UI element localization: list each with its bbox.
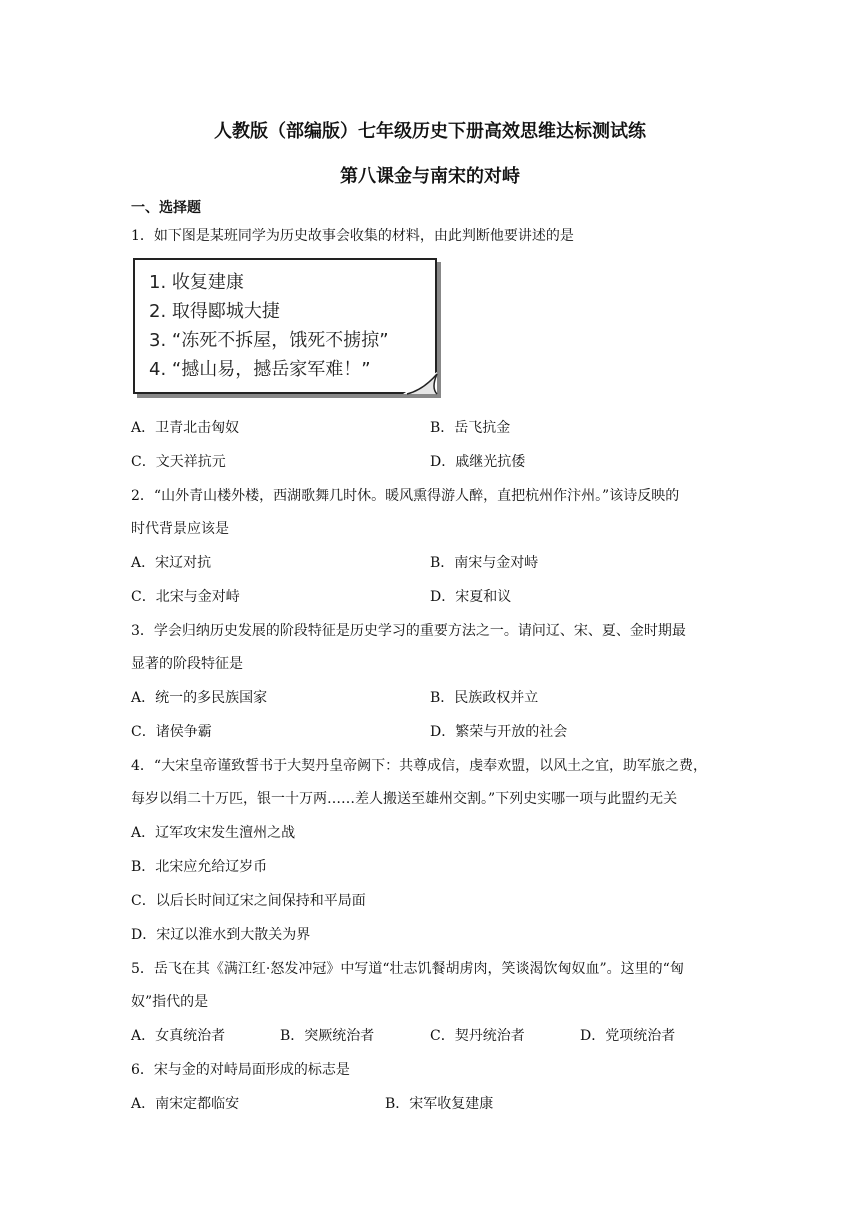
question-5-stem-line-1: 5．岳飞在其《满江红·怒发冲冠》中写道“壮志饥餐胡虏肉，笑谈渴饮匈奴血”。这里的“匈 [131,961,684,977]
lesson-title: 第八课金与南宋的对峙 [340,166,520,187]
section-heading: 一、选择题 [131,200,201,216]
question-3-option-d[interactable]: D．繁荣与开放的社会 [430,724,568,740]
question-3-option-b[interactable]: B．民族政权并立 [430,690,539,706]
question-4-option-b[interactable]: B．北宋应允给辽岁币 [131,859,268,875]
question-1-option-c[interactable]: C．文天祥抗元 [131,454,226,470]
question-2-option-c[interactable]: C．北宋与金对峙 [131,589,240,605]
question-2-option-b[interactable]: B．南宋与金对峙 [430,555,539,571]
page-curl-icon [401,370,439,396]
question-2-stem-line-2: 时代背景应该是 [131,521,229,537]
question-5-stem-line-2: 奴”指代的是 [131,994,209,1010]
question-1-option-a[interactable]: A．卫青北击匈奴 [131,420,240,436]
question-6-option-b[interactable]: B．宋军收复建康 [385,1096,494,1112]
question-5-option-a[interactable]: A．女真统治者 [131,1028,226,1044]
question-3-option-c[interactable]: C．诸侯争霸 [131,724,212,740]
question-6-option-a[interactable]: A．南宋定都临安 [131,1096,240,1112]
question-2-stem-line-1: 2．“山外青山楼外楼，西湖歌舞几时休。暖风熏得游人醉，直把杭州作汴州。”该诗反映的 [131,488,680,504]
question-4-option-c[interactable]: C．以后长时间辽宋之间保持和平局面 [131,893,366,909]
question-1-option-b[interactable]: B．岳飞抗金 [430,420,511,436]
question-5-option-b[interactable]: B．突厥统治者 [280,1028,375,1044]
question-5-option-c[interactable]: C．契丹统治者 [430,1028,525,1044]
note-line-3: 3. “冻死不拆屋，饿死不掳掠” [149,330,389,351]
question-6-stem: 6．宋与金的对峙局面形成的标志是 [131,1062,350,1078]
note-line-1: 1. 收复建康 [149,272,244,293]
note-line-4: 4. “撼山易，撼岳家军难！” [149,359,371,380]
question-4-option-a[interactable]: A．辽军攻宋发生澶州之战 [131,825,296,841]
question-1-option-d[interactable]: D．戚继光抗倭 [430,454,526,470]
material-note-card [133,258,437,394]
question-4-stem-line-2: 每岁以绢二十万匹，银一十万两……差人搬送至雄州交割。”下列史实哪一项与此盟约无关 [131,791,678,807]
question-3-stem-line-2: 显著的阶段特征是 [131,656,243,672]
question-2-option-d[interactable]: D．宋夏和议 [430,589,512,605]
question-3-option-a[interactable]: A．统一的多民族国家 [131,690,268,706]
document-title: 人教版（部编版）七年级历史下册高效思维达标测试练 [214,121,646,142]
question-4-option-d[interactable]: D．宋辽以淮水到大散关为界 [131,927,311,943]
question-3-stem-line-1: 3．学会归纳历史发展的阶段特征是历史学习的重要方法之一。请问辽、宋、夏、金时期最 [131,623,686,639]
question-2-option-a[interactable]: A．宋辽对抗 [131,555,212,571]
question-1-stem: 1．如下图是某班同学为历史故事会收集的材料，由此判断他要讲述的是 [131,228,574,244]
note-line-2: 2. 取得郾城大捷 [149,301,280,322]
question-5-option-d[interactable]: D．党项统治者 [580,1028,676,1044]
question-4-stem-line-1: 4．“大宋皇帝谨致誓书于大契丹皇帝阙下：共尊成信，虔奉欢盟，以风土之宜，助军旅之费， [131,758,708,774]
